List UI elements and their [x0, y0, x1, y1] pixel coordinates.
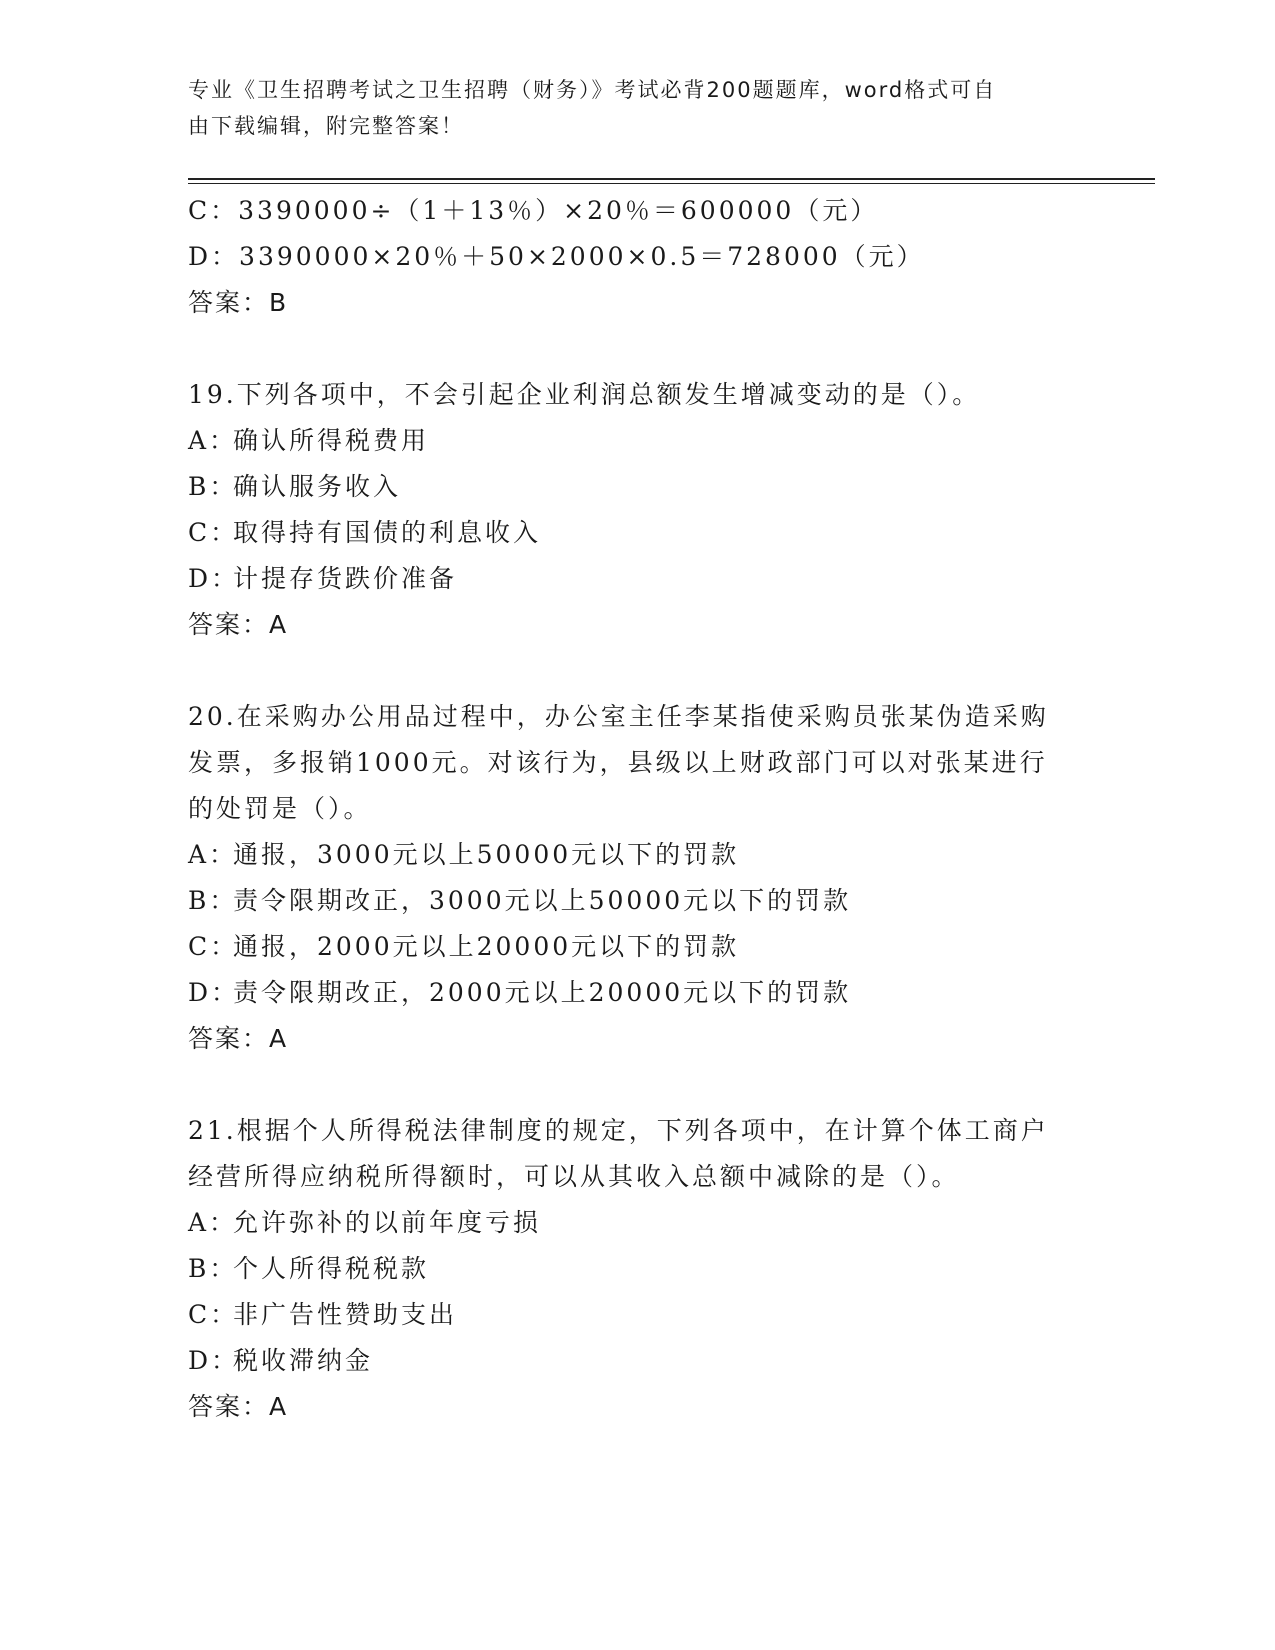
- option-text: 确认服务收入: [233, 472, 402, 501]
- option-b: [188, 878, 1088, 924]
- option-label: C：: [188, 1300, 239, 1329]
- option-a: [188, 1200, 1088, 1246]
- question-20: [188, 694, 1088, 1062]
- document-header: [188, 72, 1068, 144]
- question-stem-line-1: 21.根据个人所得税法律制度的规定，下列各项中，在计算个体工商户: [188, 1116, 1049, 1145]
- option-text: 税收滞纳金: [233, 1346, 374, 1375]
- option-text: 取得持有国债的利息收入: [233, 518, 542, 547]
- option-label: B：: [188, 1254, 238, 1283]
- option-text: 责令限期改正，2000元以上20000元以下的罚款: [233, 978, 852, 1007]
- option-label: D：: [188, 978, 240, 1007]
- header-line-1: 专业《卫生招聘考试之卫生招聘（财务）》考试必背200题题库，word格式可自: [188, 78, 997, 102]
- option-c: C：3390000÷（1＋13％）×20％＝600000（元）: [188, 196, 879, 225]
- option-text: 通报，3000元以上50000元以下的罚款: [233, 840, 740, 869]
- option-text: 计提存货跌价准备: [233, 564, 458, 593]
- question-stem-line-2: 发票，多报销1000元。对该行为，县级以上财政部门可以对张某进行: [188, 748, 1048, 777]
- answer-line: 答案：A: [188, 1392, 289, 1421]
- option-text: 个人所得税税款: [233, 1254, 430, 1283]
- option-text: 非广告性赞助支出: [233, 1300, 458, 1329]
- question-stem: 19.下列各项中，不会引起企业利润总额发生增减变动的是（）。: [188, 380, 981, 409]
- option-label: A：: [188, 840, 238, 869]
- option-a: [188, 832, 1088, 878]
- document-body: [188, 188, 1088, 1430]
- option-text: 允许弥补的以前年度亏损: [233, 1208, 542, 1237]
- question-stem-line-3: 的处罚是（）。: [188, 794, 372, 823]
- question-21: [188, 1108, 1088, 1430]
- option-label: B：: [188, 472, 238, 501]
- option-b: [188, 464, 1088, 510]
- option-d: [188, 556, 1088, 602]
- option-c: [188, 924, 1088, 970]
- option-label: C：: [188, 518, 239, 547]
- question-stem-line-1: 20.在采购办公用品过程中，办公室主任李某指使采购员张某伪造采购: [188, 702, 1049, 731]
- option-c: [188, 1292, 1088, 1338]
- header-rule-thick: [188, 178, 1155, 180]
- header-line-2: 由下载编辑，附完整答案！: [188, 114, 464, 138]
- answer-line: 答案：A: [188, 1024, 289, 1053]
- option-c: [188, 510, 1088, 556]
- option-label: B：: [188, 886, 238, 915]
- option-label: D：: [188, 564, 240, 593]
- answer-line: 答案：A: [188, 610, 289, 639]
- option-b: [188, 1246, 1088, 1292]
- previous-question-tail: [188, 188, 1088, 326]
- option-d: [188, 970, 1088, 1016]
- option-text: 确认所得税费用: [233, 426, 430, 455]
- question-stem-line-2: 经营所得应纳税所得额时，可以从其收入总额中减除的是（）。: [188, 1162, 960, 1191]
- option-label: D：: [188, 1346, 240, 1375]
- option-label: A：: [188, 426, 238, 455]
- answer-line: 答案：B: [188, 288, 289, 317]
- option-d: D：3390000×20％＋50×2000×0.5＝728000（元）: [188, 242, 925, 271]
- option-text: 通报，2000元以上20000元以下的罚款: [233, 932, 740, 961]
- option-a: [188, 418, 1088, 464]
- option-label: C：: [188, 932, 239, 961]
- question-19: [188, 372, 1088, 648]
- option-text: 责令限期改正，3000元以上50000元以下的罚款: [233, 886, 852, 915]
- option-label: A：: [188, 1208, 238, 1237]
- option-d: [188, 1338, 1088, 1384]
- header-rule-thin: [188, 183, 1155, 184]
